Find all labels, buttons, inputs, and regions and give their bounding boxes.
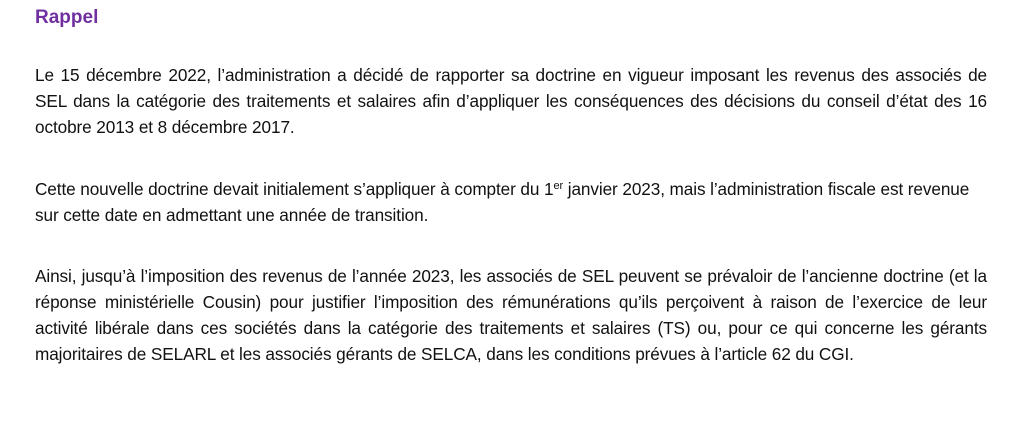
paragraph-2-text-start: Cette nouvelle doctrine devait initialement s’appliquer à compter du 1 (35, 179, 554, 199)
ordinal-superscript: er (553, 180, 564, 192)
paragraph-imposition-conditions: Ainsi, jusqu’à l’imposition des revenus de l’année 2023, les associés de SEL peuvent se prévaloir de l’ancienne doctrine (et la réponse ministérielle Cousin) pour justifier l’imposition des rémunérations qu’ils perçoivent à raison de l’exercice de leur activité libérale dans ces sociétés dans la catégorie des traitements et salaires (TS) ou, pour ce qui concerne les gérants majoritaires de SELARL et les associés gérants de SELCA, dans les conditions prévues à l’article 62 du CGI. (35, 266, 987, 364)
paragraph-2-text-end: janvier 2023, mais l’administration fiscale est revenue sur cette date en admettant une année de transition. (35, 179, 970, 225)
paragraph-doctrine-change: Le 15 décembre 2022, l’administration a décidé de rapporter sa doctrine en vigueur imposant les revenus des associés de SEL dans la catégorie des traitements et salaires afin d’appliquer les conséquences des décisions du conseil d’état des 16 octobre 2013 et 8 décembre 2017. (35, 65, 987, 137)
paragraph-transition-year (35, 176, 987, 228)
document-body (35, 0, 987, 364)
section-heading: Rappel (35, 7, 99, 28)
